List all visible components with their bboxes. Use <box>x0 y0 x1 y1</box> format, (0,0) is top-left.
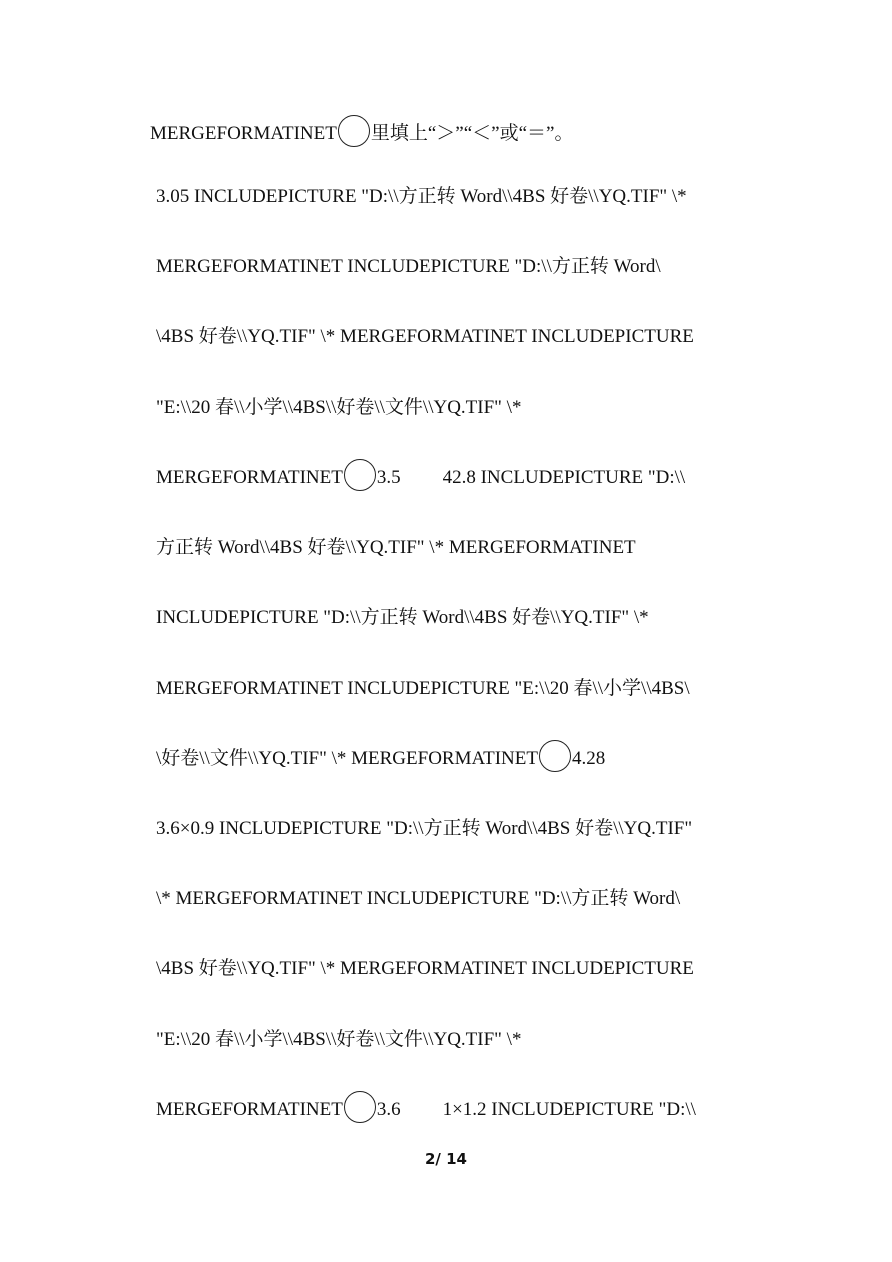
line-text: MERGEFORMATINET <box>156 467 343 488</box>
text-line-13 <box>156 949 694 989</box>
text-line-8 <box>156 598 649 638</box>
text-line-12 <box>156 879 680 919</box>
text-line-7 <box>156 528 636 568</box>
line-text: MERGEFORMATINET INCLUDEPICTURE "E:\\20 春\\小学\\4BS\ <box>156 678 690 699</box>
text-line-5 <box>156 388 521 428</box>
line-text: "E:\\20 春\\小学\\4BS\\好卷\\文件\\YQ.TIF" \* <box>156 1029 522 1050</box>
text-line-11 <box>156 809 692 849</box>
line-text: 1×1.2 INCLUDEPICTURE "D:\\ <box>442 1099 696 1120</box>
line-text: \好卷\\文件\\YQ.TIF" \* MERGEFORMATINET <box>156 748 538 769</box>
text-line-2 <box>156 177 687 217</box>
answer-circle-icon <box>344 459 376 491</box>
line-text: "E:\\20 春\\小学\\4BS\\好卷\\文件\\YQ.TIF" \* <box>156 397 522 418</box>
line-text: 4.28 <box>571 748 606 769</box>
line-text: 3.6×0.9 INCLUDEPICTURE "D:\\方正转 Word\\4BS 好卷\\YQ.TIF" <box>156 818 693 839</box>
text-line-1 <box>150 114 573 154</box>
answer-circle-icon <box>338 115 370 147</box>
line-text: 42.8 INCLUDEPICTURE "D:\\ <box>442 467 686 488</box>
text-line-6 <box>156 458 685 498</box>
line-text: 3.05 INCLUDEPICTURE "D:\\方正转 Word\\4BS 好卷\\YQ.TIF" \* <box>156 186 687 207</box>
line-text: 方正转 Word\\4BS 好卷\\YQ.TIF" \* MERGEFORMATINET <box>156 537 636 558</box>
page-number: 2/ 14 <box>424 1150 467 1168</box>
text-line-15 <box>156 1090 696 1130</box>
line-text: \4BS 好卷\\YQ.TIF" \* MERGEFORMATINET INCLUDEPICTURE <box>156 958 694 979</box>
line-text: MERGEFORMATINET <box>150 123 337 144</box>
answer-circle-icon <box>539 740 571 772</box>
line-text: \* MERGEFORMATINET INCLUDEPICTURE "D:\\方正转 Word\ <box>156 888 681 909</box>
line-text: \4BS 好卷\\YQ.TIF" \* MERGEFORMATINET INCLUDEPICTURE <box>156 326 694 347</box>
answer-circle-icon <box>344 1091 376 1123</box>
line-text: INCLUDEPICTURE "D:\\方正转 Word\\4BS 好卷\\YQ.TIF" \* <box>156 607 649 628</box>
line-text: 里填上“＞”“＜”或“＝”。 <box>370 123 574 144</box>
text-line-9 <box>156 669 690 709</box>
text-line-10 <box>156 739 605 779</box>
line-text: MERGEFORMATINET INCLUDEPICTURE "D:\\方正转 Word\ <box>156 256 661 277</box>
line-text: MERGEFORMATINET <box>156 1099 343 1120</box>
text-line-14 <box>156 1020 521 1060</box>
line-text: 3.6 <box>376 1099 401 1120</box>
line-text: 3.5 <box>376 467 401 488</box>
text-line-3 <box>156 247 661 287</box>
text-line-4 <box>156 317 694 357</box>
